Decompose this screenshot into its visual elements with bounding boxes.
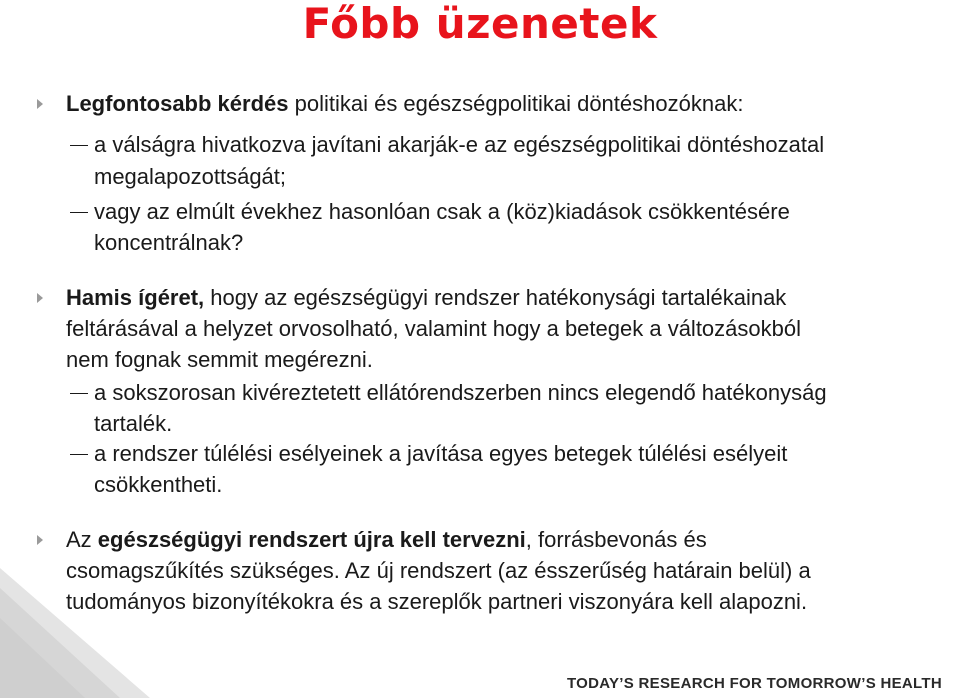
sub-1-1-line-2: megalapozottságát; [94,164,287,189]
dash-icon [70,454,88,455]
bullet-1-bold: Legfontosabb kérdés [66,91,289,116]
bullet-arrow-icon [37,99,43,109]
bullet-arrow-icon [37,293,43,303]
dash-icon [70,145,88,146]
sub-2-2-line-2: csökkentheti. [94,472,223,497]
bullet-3-bold: egészségügyi rendszert újra kell tervezni [97,527,526,552]
bullet-1-text: politikai és egészségpolitikai döntéshozóknak: [288,91,744,116]
bullet-3-line-1 [66,525,707,555]
sub-1-1-line-1: a válságra hivatkozva javítani akarják-e az egészségpolitikai döntéshozatal [94,132,825,157]
sub-1-2-line-2: koncentrálnak? [94,230,244,255]
bullet-2-line-2: feltárásával a helyzet orvosolható, valamint hogy a betegek a változásokból [66,316,801,341]
bullet-arrow-icon [37,535,43,545]
page-title: Főbb üzenetek [302,0,658,48]
bullet-2-bold: Hamis ígéret, [66,285,205,310]
bullet-3-post: , forrásbevonás és [525,527,707,552]
bullet-3-line-3: tudományos bizonyítékokra és a szereplők partneri viszonyára kell alapozni. [66,589,808,614]
sub-2-1-line-1: a sokszorosan kivéreztetett ellátórendszerben nincs elegendő hatékonyság [94,380,827,405]
bullet-1-line-1 [66,89,743,119]
dash-icon [70,212,88,213]
footer-tagline: TODAY’S RESEARCH FOR TOMORROW’S HEALTH [566,675,942,692]
dash-icon [70,393,88,394]
bullet-3-line-2: csomagszűkítés szükséges. Az új rendszert (az ésszerűség határain belül) a [66,558,811,583]
sub-1-2-line-1: vagy az elmúlt évekhez hasonlóan csak a (köz)kiadások csökkentésére [94,199,790,224]
bullet-2-line-3: nem fognak semmit megérezni. [66,347,373,372]
bullet-3-pre: Az [66,527,98,552]
bullet-2-line-1 [66,283,786,313]
bullet-2-text: hogy az egészségügyi rendszer hatékonysági tartalékainak [204,285,787,310]
sub-2-2-line-1: a rendszer túlélési esélyeinek a javítása egyes betegek túlélési esélyeit [94,441,788,466]
sub-2-1-line-2: tartalék. [94,411,173,436]
